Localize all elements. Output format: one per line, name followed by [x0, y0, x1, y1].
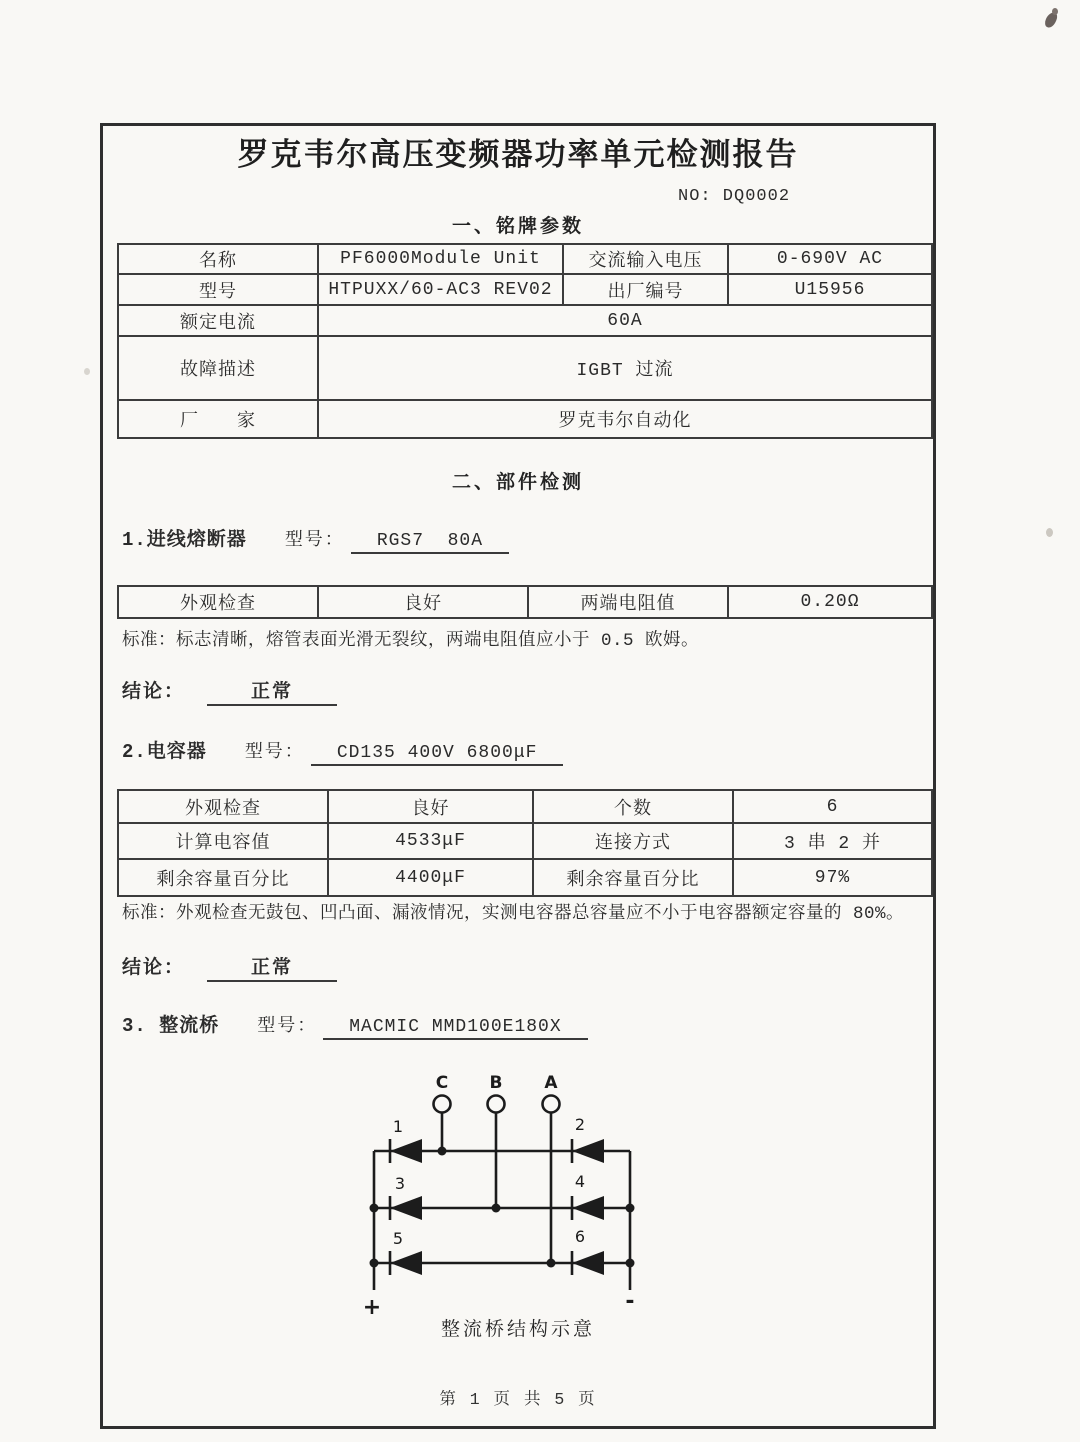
cell-value: 60A: [318, 305, 932, 336]
diode-4-label: 4: [574, 1172, 586, 1191]
cell-label: 故障描述: [118, 336, 318, 400]
fuse-conclusion-value: 正常: [207, 676, 337, 706]
report-number: NO: DQ0002: [678, 187, 791, 206]
cell-value: 良好: [328, 790, 533, 823]
diode-6-symbol: [572, 1251, 604, 1275]
cell-label: 剩余容量百分比: [533, 859, 733, 896]
diode-2-label: 2: [574, 1115, 586, 1134]
model-label: 型号：: [244, 743, 305, 763]
table-row: [118, 336, 932, 400]
scan-speck: [84, 368, 90, 375]
cell-label: 名称: [118, 244, 318, 274]
cell-label: 外观检查: [118, 586, 318, 618]
cell-value: 6: [733, 790, 932, 823]
diode-3-label: 3: [394, 1174, 406, 1193]
diode-6-label: 6: [574, 1227, 586, 1246]
terminal-b-circle: [488, 1096, 505, 1113]
cell-label: 型号: [118, 274, 318, 305]
table-row: [118, 274, 932, 305]
fuse-title: 1.进线熔断器: [122, 529, 247, 551]
rectifier-title: 3. 整流桥: [122, 1015, 220, 1037]
capacitor-standard-text: 标准：外观检查无鼓包、凹凸面、漏液情况，实测电容器总容量应不小于电容器额定容量的 80%。: [122, 904, 905, 924]
scan-speck: [1046, 528, 1053, 537]
fuse-model-value: RGS7 80A: [351, 531, 509, 554]
diode-5-label: 5: [392, 1229, 404, 1248]
cell-value: 4533μF: [328, 823, 533, 859]
diode-4-symbol: [572, 1196, 604, 1220]
rectifier-model-value: MACMIC MMD100E180X: [323, 1017, 587, 1040]
capacitor-conclusion-value: 正常: [207, 952, 337, 982]
table-row: [118, 400, 932, 438]
cell-value: HTPUXX/60-AC3 REV02: [318, 274, 563, 305]
nameplate-table: [117, 243, 933, 439]
cell-label: 连接方式: [533, 823, 733, 859]
diagram-caption: 整流桥结构示意: [440, 1319, 595, 1341]
cell-label: 额定电流: [118, 305, 318, 336]
cell-value: U15956: [728, 274, 932, 305]
section-heading-nameplate: 一、铭牌参数: [451, 216, 584, 238]
page-number: 第 1 页 共 5 页: [439, 1390, 597, 1409]
cell-value: 4400μF: [328, 859, 533, 896]
cell-value: PF6000Module Unit: [318, 244, 563, 274]
conclusion-label: 结论：: [122, 681, 186, 703]
capacitor-title: 2.电容器: [122, 741, 207, 763]
cell-value: 良好: [318, 586, 528, 618]
conclusion-label: 结论：: [122, 957, 186, 979]
cell-value: IGBT 过流: [318, 336, 932, 400]
table-row: [118, 823, 932, 859]
cell-label: 计算电容值: [118, 823, 328, 859]
fuse-table: [117, 585, 933, 619]
terminal-a-circle: [543, 1096, 560, 1113]
document-title: 罗克韦尔高压变频器功率单元检测报告: [237, 140, 799, 175]
terminal-a-label: A: [544, 1073, 558, 1093]
section-heading-parts: 二、部件检测: [451, 472, 584, 494]
diode-3-symbol: [390, 1196, 422, 1220]
table-row: [118, 790, 932, 823]
capacitor-item-line: [122, 736, 563, 766]
table-row: [118, 859, 932, 896]
terminal-c-circle: [434, 1096, 451, 1113]
table-row: [118, 305, 932, 336]
cell-label: 厂 家: [118, 400, 318, 438]
fuse-conclusion-line: [122, 676, 337, 706]
cell-value: 罗克韦尔自动化: [318, 400, 932, 438]
fuse-item-line: [122, 524, 509, 554]
cell-label: 两端电阻值: [528, 586, 728, 618]
table-row: [118, 586, 932, 618]
table-row: [118, 244, 932, 274]
fuse-standard-text: 标准：标志清晰，熔管表面光滑无裂纹，两端电阻值应小于 0.5 欧姆。: [122, 631, 700, 651]
rectifier-item-line: [122, 1010, 588, 1040]
cell-value: 0.20Ω: [728, 586, 932, 618]
capacitor-model-value: CD135 400V 6800μF: [311, 743, 564, 766]
terminal-c-label: C: [435, 1073, 449, 1093]
diode-5-symbol: [390, 1251, 422, 1275]
capacitor-conclusion-line: [122, 952, 337, 982]
diode-1-label: 1: [392, 1117, 404, 1136]
cell-value: 3 串 2 并: [733, 823, 932, 859]
cell-label: 个数: [533, 790, 733, 823]
diode-2-symbol: [572, 1139, 604, 1163]
cell-label: 外观检查: [118, 790, 328, 823]
minus-terminal-label: -: [625, 1289, 635, 1314]
cell-label: 交流输入电压: [563, 244, 728, 274]
cell-label: 剩余容量百分比: [118, 859, 328, 896]
cell-value: 0-690V AC: [728, 244, 932, 274]
model-label: 型号：: [284, 531, 345, 551]
diode-1-symbol: [390, 1139, 422, 1163]
scan-smudge: [1052, 8, 1058, 15]
plus-terminal-label: +: [362, 1295, 382, 1318]
rectifier-bridge-diagram: [340, 1066, 660, 1318]
cell-label: 出厂编号: [563, 274, 728, 305]
model-label: 型号：: [257, 1017, 318, 1037]
terminal-b-label: B: [489, 1073, 503, 1093]
capacitor-table: [117, 789, 933, 897]
cell-value: 97%: [733, 859, 932, 896]
